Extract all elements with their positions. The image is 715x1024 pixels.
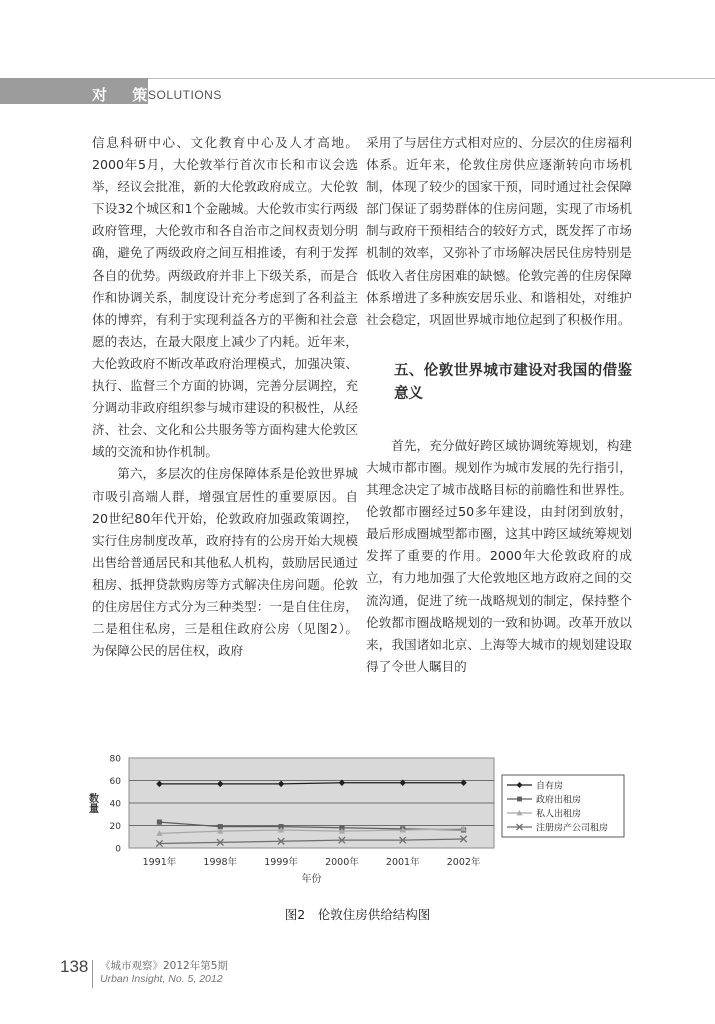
legend-label: 自有房	[536, 781, 564, 792]
y-tick-label: 60	[109, 777, 121, 787]
legend-label: 私人出租房	[536, 809, 582, 820]
right-column	[366, 132, 632, 678]
legend-label: 政府出租房	[536, 795, 582, 806]
x-tick-label: 1991年	[142, 857, 177, 868]
x-tick-label: 1999年	[264, 857, 298, 868]
housing-supply-chart	[84, 750, 644, 895]
x-tick-label: 2002年	[446, 857, 481, 868]
figure-caption: 图2 伦敦住房供给结构图	[284, 907, 431, 922]
chart-svg	[84, 750, 644, 895]
data-point	[517, 797, 522, 802]
left-column	[92, 132, 358, 662]
paragraph: 首先，充分做好跨区域协调统筹规划，构建大城市都市圈。规划作为城市发展的先行指引，其理念决定了城市战略目标的前瞻性和世界性。伦敦都市圈经过50多年建设，由封闭到放射，最后形成圈城型都市圈，这其中跨区域统筹规划发挥了重要的作用。2000年大伦敦政府的成立，有力地加强了大伦敦地区地方政府之间的交流沟通，促进了统一战略规划的制定，保持整个伦敦都市圈战略规划的一致和协调。改革开放以来，我国诸如北京、上海等大城市的规划建设取得了令世人瞩目的	[366, 437, 632, 674]
y-tick-label: 0	[115, 844, 121, 855]
section-heading: 五、伦敦世界城市建设对我国的借鉴意义	[394, 362, 632, 402]
journal-name: 《城市观察》2012年第5期	[100, 960, 228, 972]
y-tick-label: 20	[109, 822, 121, 832]
y-tick-label: 80	[109, 754, 121, 765]
section-label-en: SOLUTIONS	[148, 88, 222, 102]
x-tick-label: 2001年	[385, 857, 420, 868]
section-label: 对 策	[92, 86, 158, 104]
y-tick-label: 40	[109, 799, 121, 810]
x-axis-label: 年份	[301, 874, 322, 885]
x-tick-label: 2000年	[325, 857, 359, 868]
paragraph: 采用了与居住方式相对应的、分层次的住房福利体系。近年来，伦敦住房供应逐渐转向市场机制，体现了较少的国家干预，同时通过社会保障部门保证了弱势群体的住房问题，实现了市场机制与政府干预相结合的较好方式，既发挥了市场机制的效率，又弥补了市场解决居民住房特别是低收入者住房困难的缺憾。伦敦完善的住房保障体系增进了多种族安居乐业、和谐相处，对维护社会稳定，巩固世界城市地位起到了积极作用。	[366, 135, 632, 327]
page-number: 138	[60, 957, 89, 976]
data-point	[157, 820, 162, 825]
legend-label: 注册房产公司租房	[536, 823, 609, 834]
y-axis-label: 数量	[86, 793, 98, 813]
x-tick-label: 1998年	[203, 857, 238, 868]
header-rule	[148, 78, 715, 79]
footer-divider	[92, 960, 93, 988]
paragraph: 信息科研中心、文化教育中心及人才高地。2000年5月，大伦敦举行首次市长和市议会选举，经议会批准，新的大伦敦政府成立。大伦敦下设32个城区和1个金融城。大伦敦市实行两级政府管理，大伦敦市和各自治市之间权责划分明确，避免了两级政府之间互相推诿，有利于发挥各自的优势。两级政府并非上下级关系，而是合作和协调关系，制度设计充分考虑到了各利益主体的博弈，有利于实现利益各方的平衡和社会意愿的表达，在最大限度上减少了内耗。近年来，大伦敦政府不断改革政府治理模式，加强决策、执行、监督三个方面的协调，完善分层调控，充分调动非政府组织参与城市建设的积极性，从经济、社会、文化和公共服务等方面构建大伦敦区域的交流和协作机制。	[92, 135, 358, 460]
journal-name-en: Urban Insight, No. 5, 2012	[100, 973, 223, 985]
paragraph: 第六，多层次的住房保障体系是伦敦世界城市吸引高端人群，增强宜居性的重要原因。自20世纪80年代开始，伦敦政府加强政策调控，实行住房制度改革，政府持有的公房开始大规模出售给普通居民和其他私人机构，鼓励居民通过租房、抵押贷款购房等方式解决住房问题。伦敦的住房居住方式分为三种类型：一是自住住房，二是租住私房，三是租住政府公房（见图2）。为保障公民的居住权，政府	[92, 466, 358, 659]
